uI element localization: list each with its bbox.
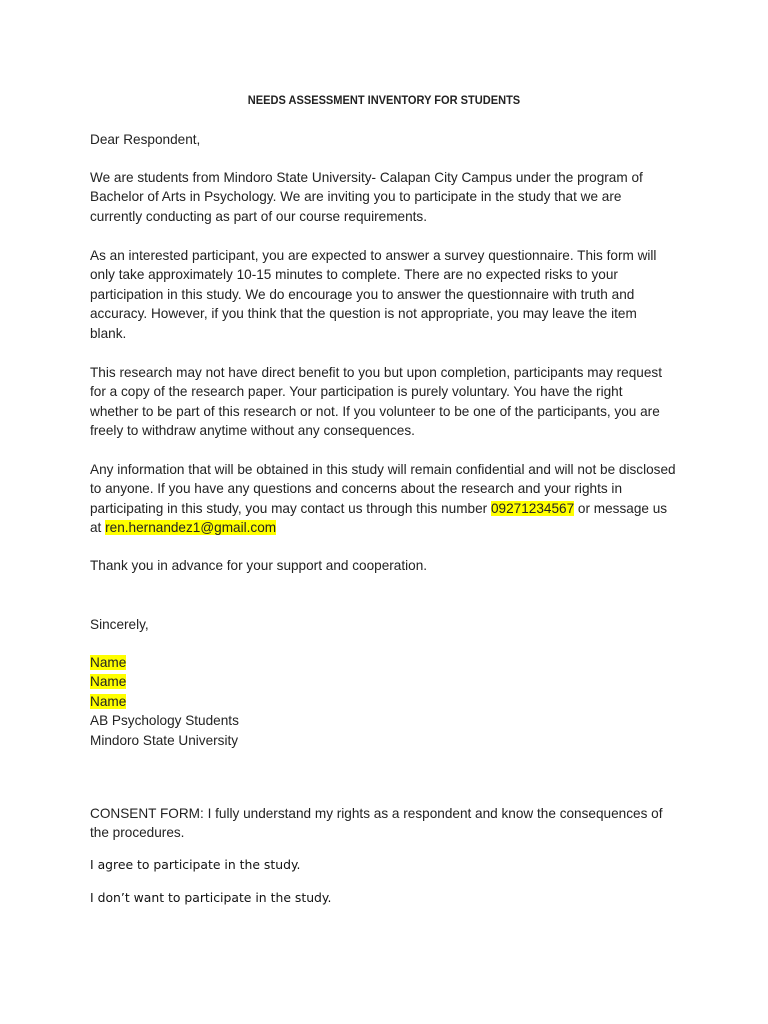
paragraph-line [90,518,690,537]
paragraph-line: to anyone. If you have any questions and concerns about the research and your rights in [90,481,623,497]
signatories [90,653,690,750]
closing [90,615,690,634]
signatory-name [90,653,690,672]
paragraph-line: currently conducting as part of our course requirements. [90,208,427,224]
paragraph-line: only take approximately 10-15 minutes to complete. There are no expected risks to your [90,267,618,283]
email-address: ren.hernandez1@gmail.com [105,520,277,536]
consent-option-agree [90,855,690,874]
name-placeholder: Name [90,655,127,670]
paragraph-line: for a copy of the research paper. Your participation is purely voluntary. You have the right [90,384,623,400]
phone-number: 09271234567 [490,500,575,516]
paragraph-line: participation in this study. We do encourage you to answer the questionnaire with truth and [90,286,635,302]
affiliation-line: Mindoro State University [90,732,239,748]
paragraph-line: This research may not have direct benefit to you but upon completion, participants may request [90,365,662,380]
paragraph-line: Any information that will be obtained in this study will remain confidential and will not be disclosed [90,462,676,477]
option-text: I don’t want to participate in the study. [90,890,332,905]
document-title: NEEDS ASSESSMENT INVENTORY FOR STUDENTS [247,93,521,107]
consent-line: CONSENT FORM: I fully understand my rights as a respondent and know the consequences of [90,806,663,821]
paragraph-4 [90,460,690,538]
thanks-text: Thank you in advance for your support and cooperation. [90,558,428,573]
name-placeholder: Name [90,674,127,690]
paragraph-line: whether to be part of this research or not. If you volunteer to be one of the participants, you are [90,403,660,419]
consent-line: the procedures. [90,824,185,840]
signatory-name [90,692,690,711]
contact-text: participating in this study, you may contact us through this number [90,500,491,516]
thanks [90,556,690,575]
paragraph-line: We are students from Mindoro State University- Calapan City Campus under the program of [90,170,643,185]
paragraph-3 [90,363,690,441]
contact-text-after: or message us [574,500,668,516]
paragraph-line: Bachelor of Arts in Psychology. We are inviting you to participate in the study that we are [90,189,622,205]
consent-option-decline [90,888,690,907]
affiliation-line: AB Psychology Students [90,713,239,729]
signatory-name [90,672,690,691]
email-prefix: at [90,520,106,536]
paragraph-2 [90,246,690,343]
paragraph-line: blank. [90,325,127,341]
paragraph-line: accuracy. However, if you think that the question is not appropriate, you may leave the item [90,306,637,322]
salutation [90,130,690,149]
name-placeholder: Name [90,693,127,709]
paragraph-line [90,499,690,518]
salutation-text: Dear Respondent, [90,132,201,147]
option-text: I agree to participate in the study. [90,857,301,872]
consent-form [90,805,690,842]
paragraph-line: freely to withdraw anytime without any consequences. [90,423,415,439]
paragraph-1 [90,168,690,226]
closing-text: Sincerely, [90,617,149,632]
paragraph-line: As an interested participant, you are expected to answer a survey questionnaire. This form will [90,248,657,263]
